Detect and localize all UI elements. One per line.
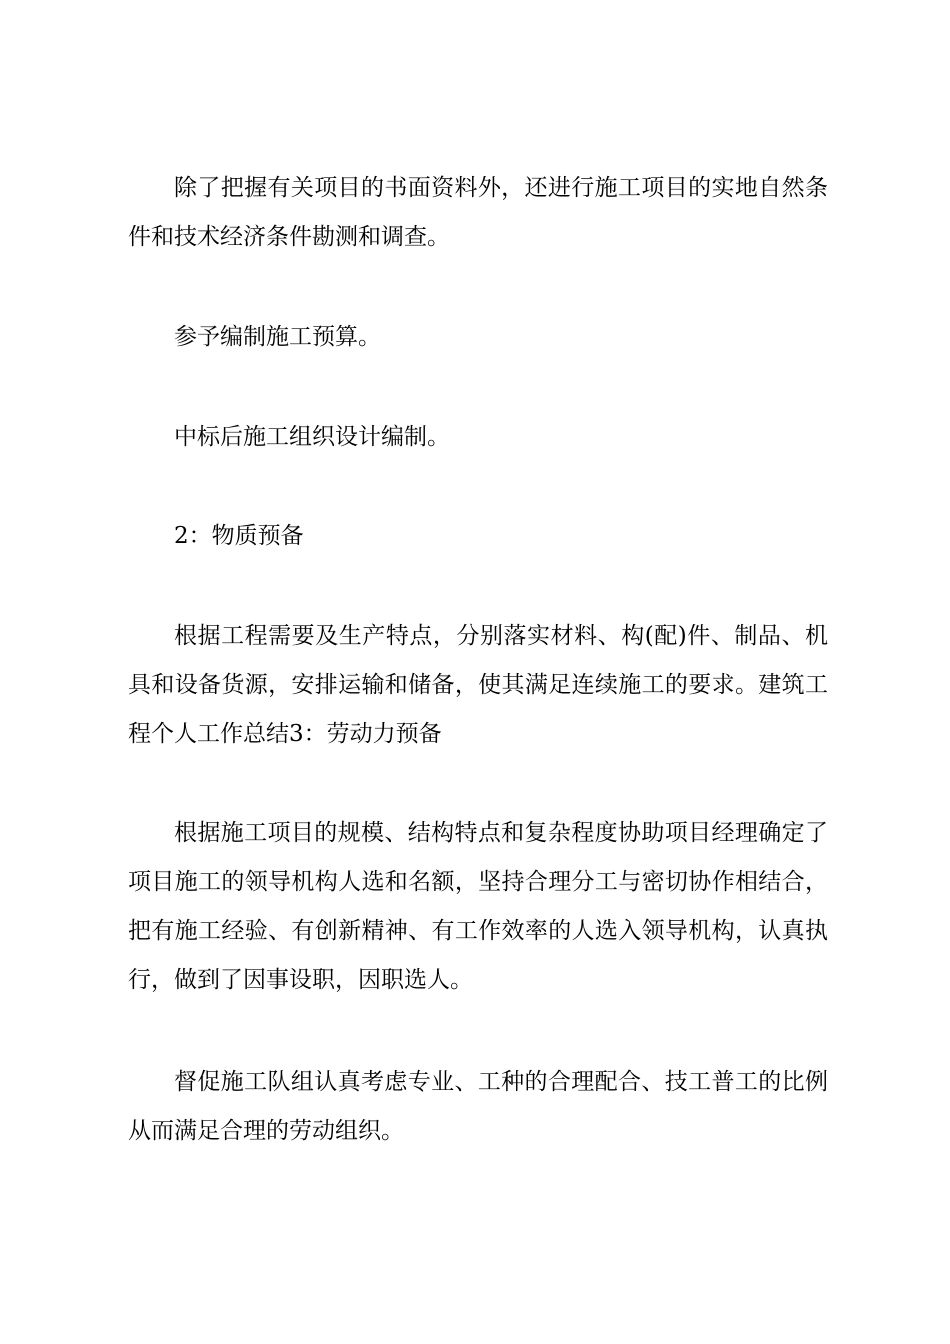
paragraph-budget: 参予编制施工预算。 <box>174 324 381 350</box>
paragraph-material-supply: 根据工程需要及生产特点，分别落实材料、构(配)件、制品、机具和设备货源，安排运输和储备，使其满足连续施工的要求。建筑工程个人工作总结3：劳动力预备 <box>128 623 828 747</box>
paragraph-material-heading: 2：物质预备 <box>174 523 304 549</box>
paragraph-labor-organization: 督促施工队组认真考虑专业、工种的合理配合、技工普工的比例从而满足合理的劳动组织。 <box>128 1069 828 1144</box>
paragraph-site-survey: 除了把握有关项目的书面资料外，还进行施工项目的实地自然条件和技术经济条件勘测和调查。 <box>128 175 828 250</box>
paragraph-leadership: 根据施工项目的规模、结构特点和复杂程度协助项目经理确定了项目施工的领导机构人选和名额，坚持合理分工与密切协作相结合，把有施工经验、有创新精神、有工作效率的人选入领导机构，认真执行，做到了因事设职，因职选人。 <box>128 820 828 993</box>
paragraph-construction-design: 中标后施工组织设计编制。 <box>174 424 450 450</box>
